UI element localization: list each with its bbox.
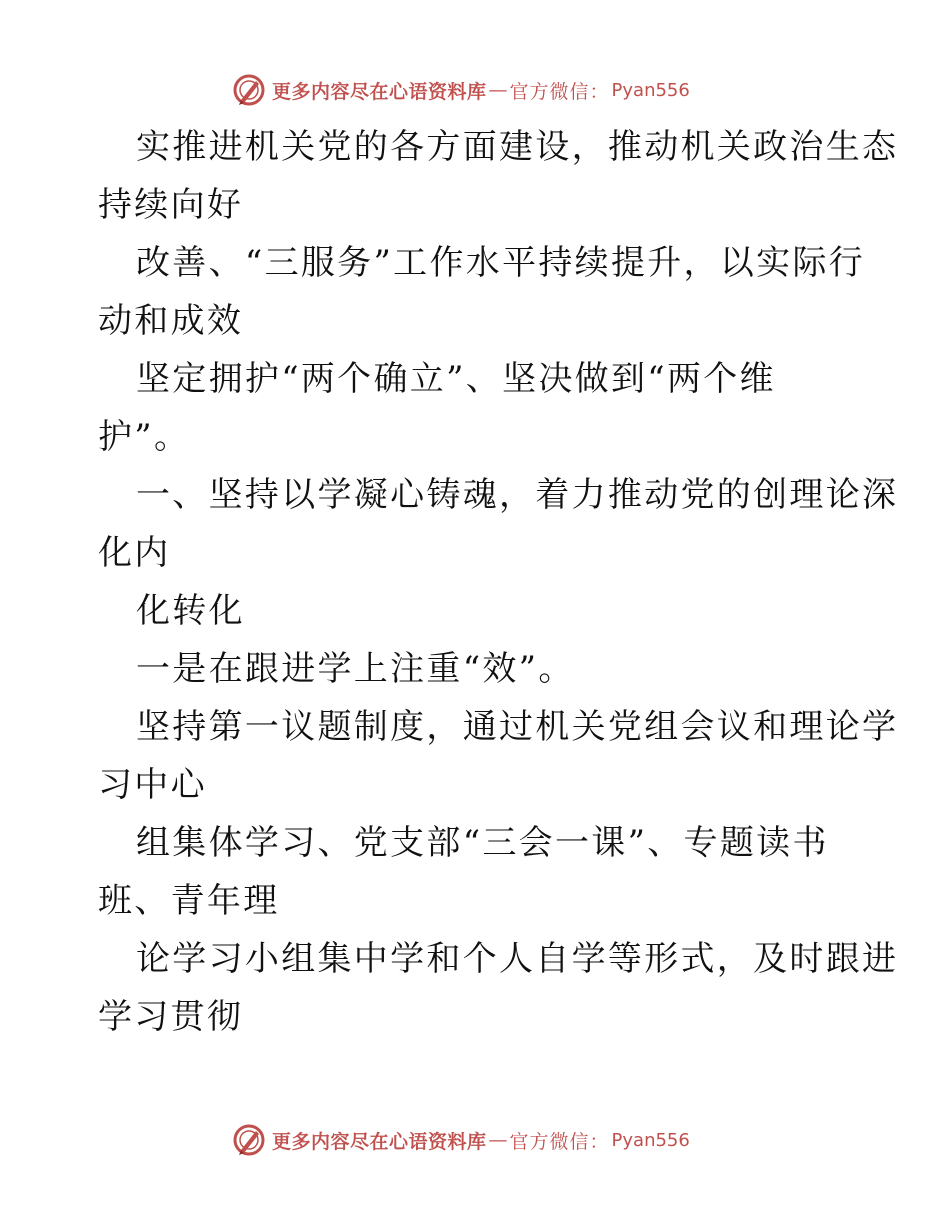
paragraph-line: 习中心 bbox=[98, 765, 207, 805]
watermark-handle: Pyan556 bbox=[611, 79, 690, 101]
paragraph-line: 学习贯彻 bbox=[98, 997, 244, 1037]
watermark-site-text: 更多内容尽在心语资料库 bbox=[272, 1130, 487, 1153]
paragraph-line: 组集体学习、党支部“三会一课”、专题读书 bbox=[136, 823, 829, 863]
paragraph-line: 实推进机关党的各方面建设，推动机关政治生态 bbox=[136, 127, 899, 167]
footer-watermark bbox=[232, 1120, 752, 1160]
watermark-wechat-label: 官方微信： bbox=[509, 1130, 610, 1153]
paragraph-line: 论学习小组集中学和个人自学等形式，及时跟进 bbox=[136, 939, 899, 979]
watermark-dash: — bbox=[488, 1129, 508, 1151]
paragraph-line: 改善、“三服务”工作水平持续提升，以实际行 bbox=[136, 243, 866, 283]
paragraph-line: 一、坚持以学凝心铸魂，着力推动党的创理论深 bbox=[136, 475, 899, 515]
paragraph-line: 持续向好 bbox=[98, 185, 244, 225]
paragraph-line: 坚定拥护“两个确立”、坚决做到“两个维 bbox=[136, 359, 776, 399]
watermark-handle: Pyan556 bbox=[611, 1129, 690, 1151]
paragraph-line: 动和成效 bbox=[98, 301, 244, 341]
paragraph-line: 坚持第一议题制度，通过机关党组会议和理论学 bbox=[136, 707, 899, 747]
watermark-dash: — bbox=[488, 79, 508, 101]
paragraph-line: 班、青年理 bbox=[98, 881, 280, 921]
header-watermark bbox=[232, 70, 752, 110]
watermark-site-text: 更多内容尽在心语资料库 bbox=[272, 80, 487, 103]
pen-logo-icon bbox=[232, 73, 266, 107]
paragraph-line: 化内 bbox=[98, 533, 171, 573]
pen-logo-icon bbox=[232, 1123, 266, 1157]
watermark-wechat-label: 官方微信： bbox=[509, 80, 610, 103]
paragraph-line: 化转化 bbox=[136, 591, 245, 631]
paragraph-line: 护”。 bbox=[98, 417, 191, 457]
paragraph-line: 一是在跟进学上注重“效”。 bbox=[136, 649, 575, 689]
